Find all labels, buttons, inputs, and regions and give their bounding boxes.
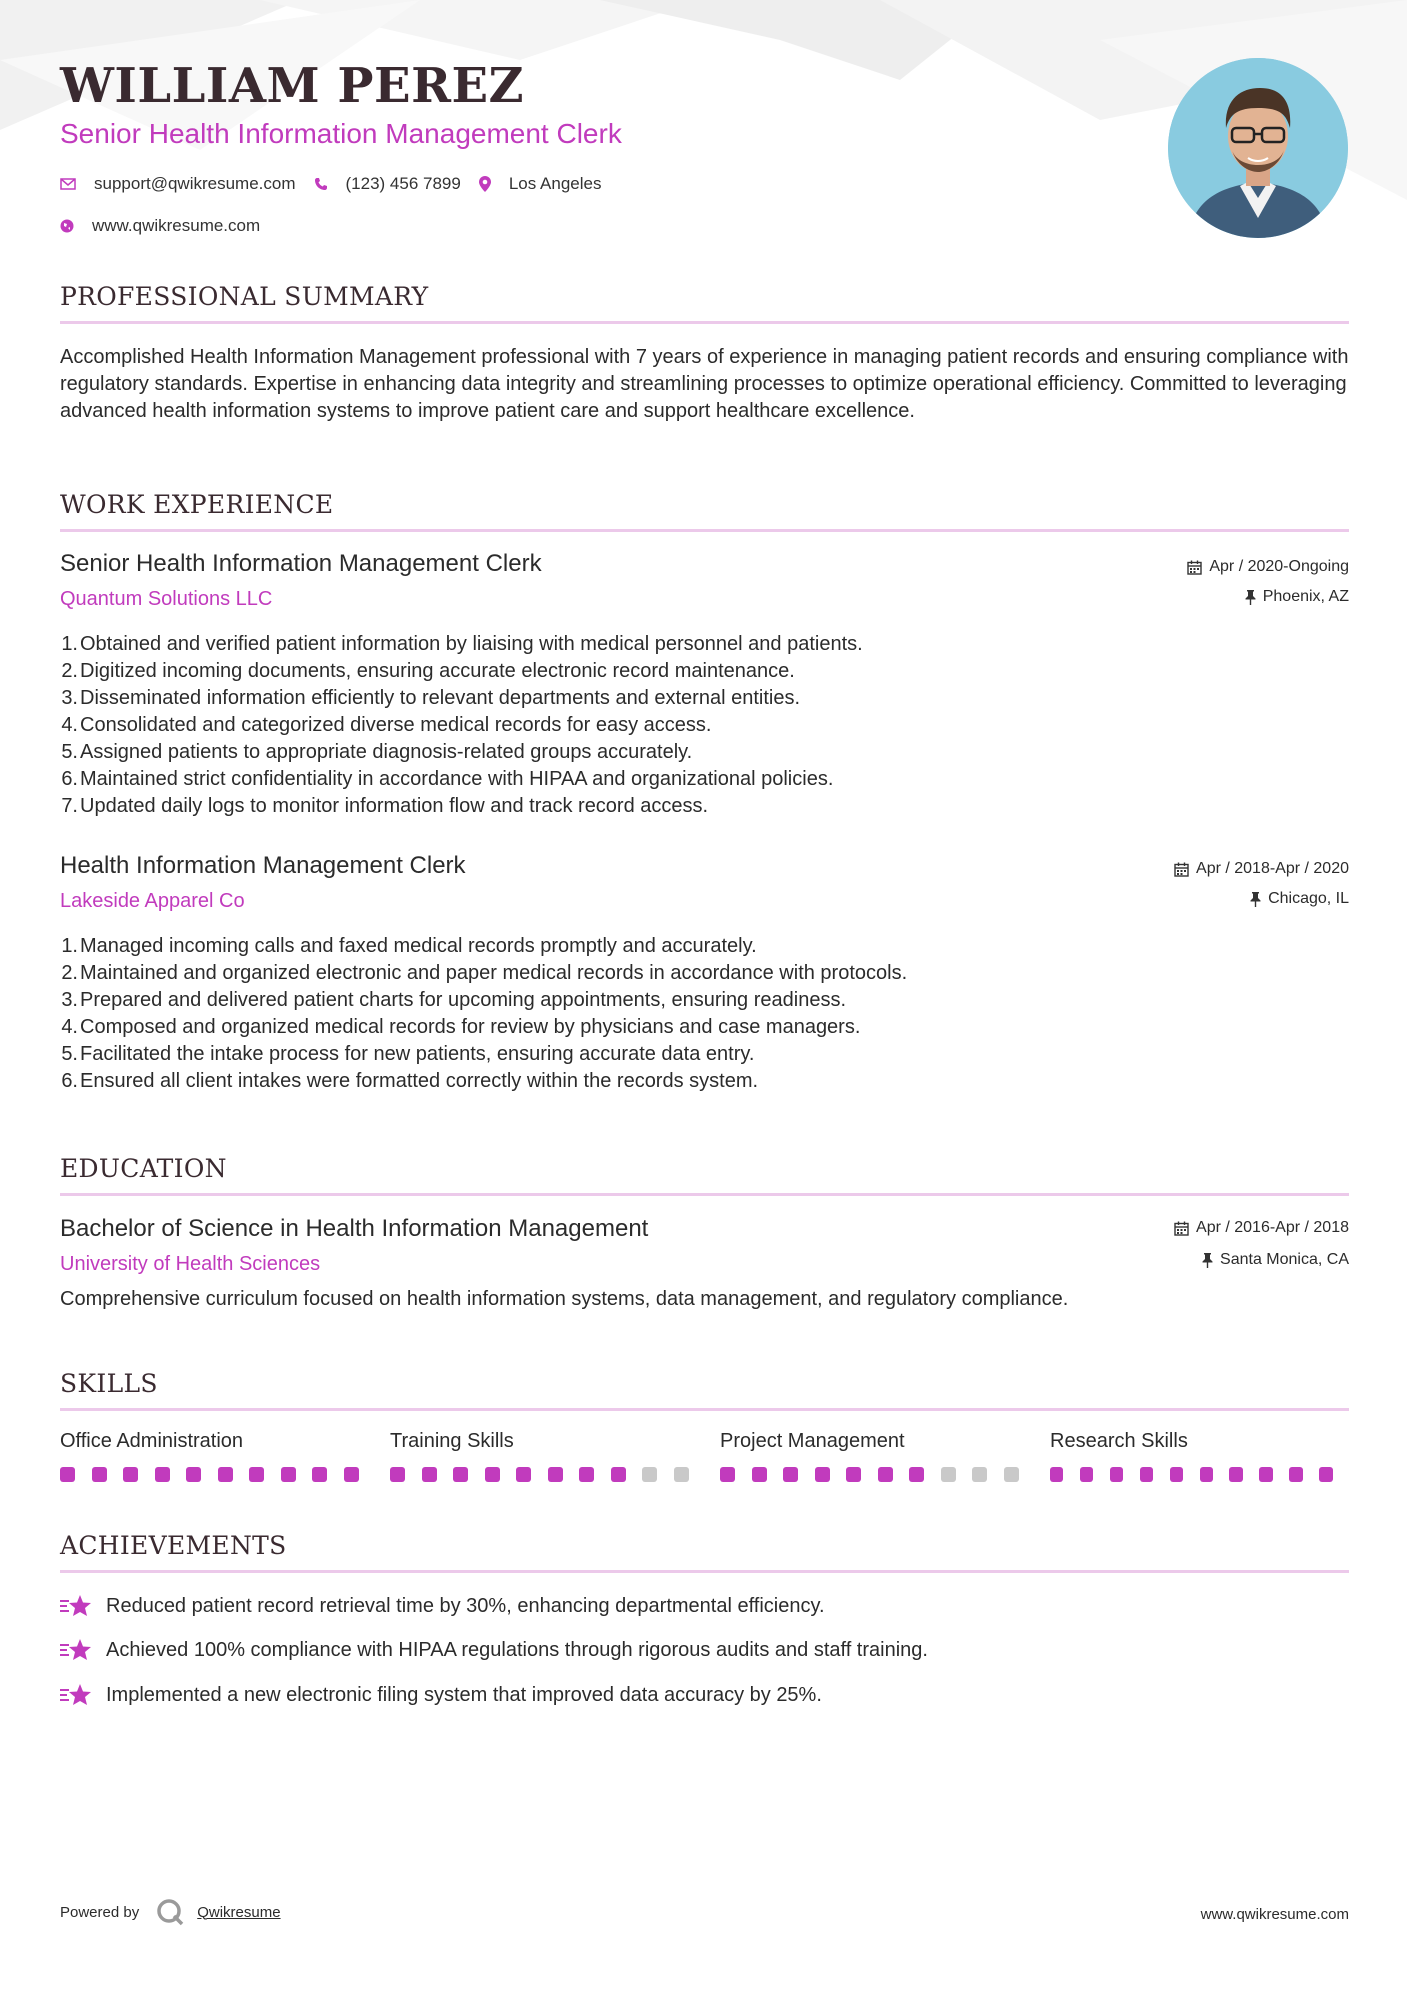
job-company: Lakeside Apparel Co	[60, 890, 245, 912]
skill-dot-filled	[281, 1467, 296, 1482]
education-heading: EDUCATION	[60, 1154, 227, 1183]
list-item: 1. Managed incoming calls and faxed medical records promptly and accurately.	[61, 935, 757, 957]
skill-dot-filled	[846, 1467, 861, 1482]
skill-dot-filled	[1259, 1467, 1272, 1482]
skill-item	[60, 1430, 390, 1482]
skill-item	[390, 1430, 720, 1482]
education-dates-text: Apr / 2016-Apr / 2018	[1196, 1219, 1349, 1236]
job-bullets	[60, 933, 1349, 1095]
summary-heading: PROFESSIONAL SUMMARY	[60, 282, 429, 311]
achievement-text: Implemented a new electronic filing system that improved data accuracy by 25%.	[106, 1683, 822, 1706]
education-entry	[60, 1215, 1349, 1313]
candidate-name: WILLIAM PEREZ	[60, 58, 525, 114]
list-item: 5. Assigned patients to appropriate diagnosis-related groups accurately.	[61, 741, 693, 763]
candidate-title: Senior Health Information Management Clerk	[60, 118, 622, 149]
achievement-text: Achieved 100% compliance with HIPAA regulations through rigorous audits and staff training.	[106, 1638, 928, 1661]
list-item: 2. Digitized incoming documents, ensuring accurate electronic record maintenance.	[61, 660, 795, 682]
skill-rating	[390, 1467, 720, 1482]
skill-name: Research Skills	[1050, 1430, 1188, 1452]
skill-dot-filled	[1319, 1467, 1332, 1482]
list-item: 4. Composed and organized medical records for review by physicians and case managers.	[61, 1016, 861, 1038]
education-description: Comprehensive curriculum focused on health information systems, data management, and regulatory compliance.	[60, 1288, 1069, 1310]
school-name: University of Health Sciences	[60, 1253, 321, 1275]
skill-dot-filled	[312, 1467, 327, 1482]
powered-by-label: Powered by	[60, 1903, 140, 1921]
list-item: 5. Facilitated the intake process for new patients, ensuring accurate data entry.	[61, 1043, 755, 1065]
location-text: Los Angeles	[508, 174, 602, 193]
skill-dot-empty	[972, 1467, 987, 1482]
job-title: Health Information Management Clerk	[60, 852, 466, 879]
skill-dot-filled	[422, 1467, 437, 1482]
job-location	[1174, 890, 1349, 908]
section-divider	[60, 1408, 1349, 1411]
skill-dot-filled	[1200, 1467, 1213, 1482]
section-divider	[60, 1570, 1349, 1573]
profile-photo	[1168, 58, 1348, 238]
contact-email[interactable]	[60, 174, 296, 194]
list-item: 6. Maintained strict confidentiality in accordance with HIPAA and organizational policies.	[61, 768, 834, 790]
skill-dot-filled	[878, 1467, 893, 1482]
skill-dot-filled	[548, 1467, 563, 1482]
calendar-icon	[1174, 1221, 1189, 1236]
achievement-item	[60, 1638, 928, 1662]
skill-rating	[720, 1467, 1050, 1482]
phone-icon	[314, 177, 328, 191]
skill-dot-filled	[1170, 1467, 1183, 1482]
skill-dot-empty	[642, 1467, 657, 1482]
achievements-section	[60, 1531, 1349, 1573]
skill-dot-filled	[815, 1467, 830, 1482]
phone-text: (123) 456 7899	[345, 174, 461, 193]
skill-dot-filled	[92, 1467, 107, 1482]
list-item: 7. Updated daily logs to monitor information flow and track record access.	[61, 795, 709, 817]
star-icon	[60, 1683, 92, 1707]
job-bullets	[60, 631, 1349, 820]
job-title: Senior Health Information Management Clerk	[60, 550, 542, 577]
skill-dot-filled	[186, 1467, 201, 1482]
skills-heading: SKILLS	[60, 1369, 158, 1398]
globe-icon	[60, 219, 74, 233]
email-text: support@qwikresume.com	[94, 174, 296, 193]
footer-powered-by	[60, 1897, 281, 1927]
contact-phone[interactable]	[314, 174, 461, 194]
skill-dot-filled	[752, 1467, 767, 1482]
skill-dot-empty	[1004, 1467, 1019, 1482]
skill-name: Training Skills	[390, 1430, 514, 1452]
skill-dot-filled	[249, 1467, 264, 1482]
education-location	[1174, 1251, 1349, 1269]
skill-dot-filled	[579, 1467, 594, 1482]
education-dates	[1174, 1219, 1349, 1237]
skill-item	[1050, 1430, 1349, 1482]
summary-section	[60, 282, 1349, 425]
skill-dot-empty	[674, 1467, 689, 1482]
qwikresume-logo-icon	[155, 1897, 185, 1927]
job-dates-text: Apr / 2020-Ongoing	[1209, 558, 1349, 575]
job-location	[1187, 588, 1349, 606]
education-section	[60, 1154, 1349, 1196]
job-meta	[1174, 860, 1349, 908]
skill-dot-filled	[1289, 1467, 1302, 1482]
pushpin-icon	[1202, 1253, 1213, 1268]
education-location-text: Santa Monica, CA	[1220, 1251, 1349, 1268]
footer-website[interactable]: www.qwikresume.com	[1200, 1906, 1349, 1923]
pushpin-icon	[1245, 590, 1256, 605]
list-item: 4. Consolidated and categorized diverse medical records for easy access.	[61, 714, 712, 736]
skill-dot-filled	[155, 1467, 170, 1482]
skill-dot-filled	[1080, 1467, 1093, 1482]
list-item: 1. Obtained and verified patient information by liaising with medical personnel and patients.	[61, 633, 863, 655]
experience-heading: WORK EXPERIENCE	[60, 490, 334, 519]
skill-rating	[1050, 1467, 1349, 1482]
skill-dot-filled	[1140, 1467, 1153, 1482]
skill-dot-filled	[218, 1467, 233, 1482]
experience-section	[60, 490, 1349, 532]
list-item: 6. Ensured all client intakes were formatted correctly within the records system.	[61, 1070, 759, 1092]
achievement-item	[60, 1594, 825, 1618]
list-item: 3. Disseminated information efficiently to relevant departments and external entities.	[61, 687, 801, 709]
section-divider	[60, 529, 1349, 532]
skills-grid	[60, 1430, 1349, 1482]
skill-dot-filled	[344, 1467, 359, 1482]
skill-dot-filled	[123, 1467, 138, 1482]
section-divider	[60, 1193, 1349, 1196]
skills-section	[60, 1369, 1349, 1411]
contact-row-2	[60, 216, 278, 236]
skill-dot-filled	[1229, 1467, 1242, 1482]
achievement-item	[60, 1683, 822, 1707]
achievements-heading: ACHIEVEMENTS	[60, 1531, 287, 1560]
list-item: 3. Prepared and delivered patient charts for upcoming appointments, ensuring readiness.	[61, 989, 847, 1011]
list-item: 2. Maintained and organized electronic and paper medical records in accordance with protocols.	[61, 962, 908, 984]
job-company: Quantum Solutions LLC	[60, 588, 273, 610]
job-entry-1	[60, 550, 1349, 820]
skill-item	[720, 1430, 1050, 1482]
skill-dot-empty	[941, 1467, 956, 1482]
qwikresume-link[interactable]: Qwikresume	[197, 1903, 281, 1921]
skill-name: Office Administration	[60, 1430, 244, 1452]
education-meta	[1174, 1219, 1349, 1269]
job-dates	[1187, 558, 1349, 576]
skill-dot-filled	[453, 1467, 468, 1482]
map-pin-icon	[479, 176, 491, 192]
contact-location	[479, 174, 602, 194]
skill-dot-filled	[485, 1467, 500, 1482]
skill-dot-filled	[60, 1467, 75, 1482]
star-icon	[60, 1638, 92, 1662]
skill-dot-filled	[909, 1467, 924, 1482]
skill-dot-filled	[611, 1467, 626, 1482]
section-divider	[60, 321, 1349, 324]
contact-website[interactable]	[60, 216, 260, 236]
job-dates-text: Apr / 2018-Apr / 2020	[1196, 860, 1349, 877]
contact-row	[60, 174, 619, 194]
skill-dot-filled	[1050, 1467, 1063, 1482]
skill-dot-filled	[783, 1467, 798, 1482]
pushpin-icon	[1250, 892, 1261, 907]
skill-rating	[60, 1467, 390, 1482]
job-entry-2	[60, 852, 1349, 1095]
skill-name: Project Management	[720, 1430, 905, 1452]
skill-dot-filled	[390, 1467, 405, 1482]
calendar-icon	[1187, 560, 1202, 575]
degree-title: Bachelor of Science in Health Information Management	[60, 1215, 649, 1242]
star-icon	[60, 1594, 92, 1618]
achievement-text: Reduced patient record retrieval time by 30%, enhancing departmental efficiency.	[106, 1594, 825, 1617]
calendar-icon	[1174, 862, 1189, 877]
skill-dot-filled	[1110, 1467, 1123, 1482]
envelope-icon	[60, 178, 76, 190]
job-location-text: Chicago, IL	[1268, 890, 1349, 907]
job-dates	[1174, 860, 1349, 878]
summary-text: Accomplished Health Information Management professional with 7 years of experience in managing patient records and ensuring compliance with regulatory standards. Expertise in enhancing data integrity and streamlining processes to optimize operational efficiency. Committed to leveraging advanced health information systems to improve patient care and support healthcare excellence.	[60, 346, 1349, 422]
job-location-text: Phoenix, AZ	[1262, 588, 1349, 605]
skill-dot-filled	[720, 1467, 735, 1482]
website-text: www.qwikresume.com	[92, 216, 261, 235]
job-meta	[1187, 558, 1349, 606]
skill-dot-filled	[516, 1467, 531, 1482]
